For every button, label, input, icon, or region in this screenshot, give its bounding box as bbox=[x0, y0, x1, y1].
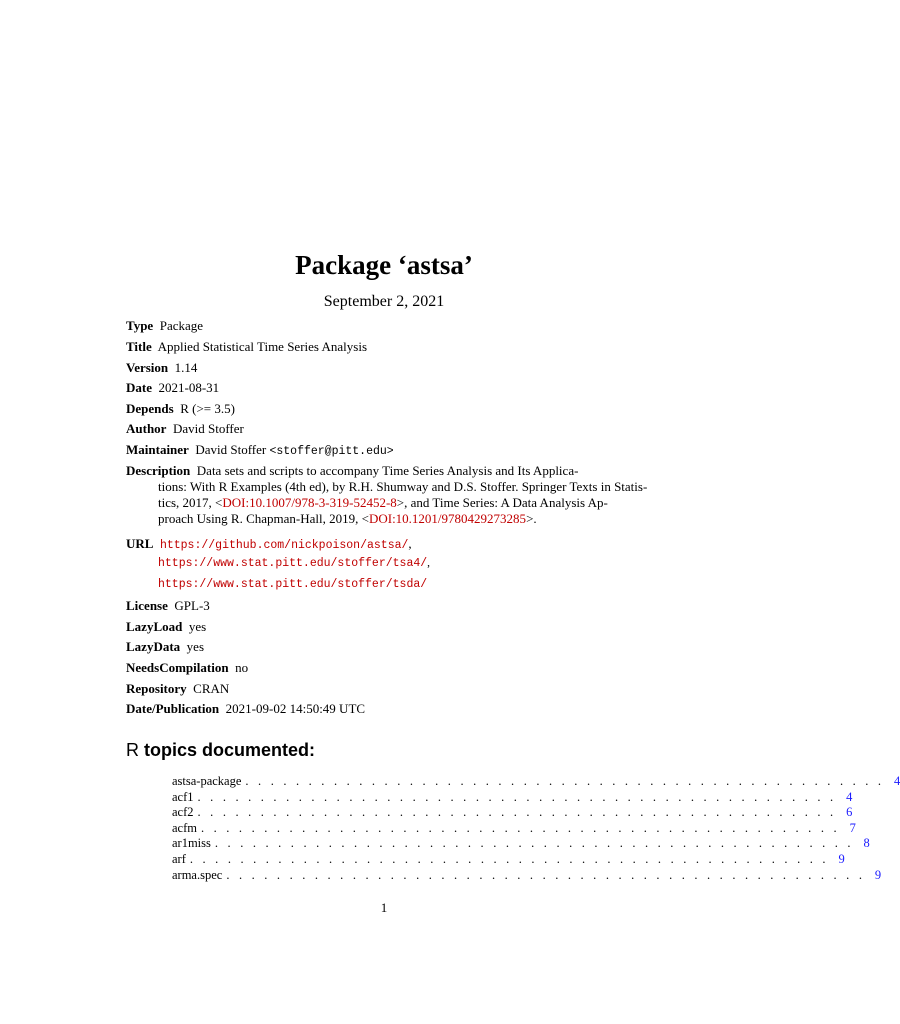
field-label: Depends bbox=[126, 401, 174, 416]
field-label: Type bbox=[126, 318, 154, 333]
table-of-contents bbox=[172, 774, 900, 883]
text-span: proach Using R. Chapman-Hall, 2019, < bbox=[158, 511, 369, 526]
maintainer-email: <stoffer@pitt.edu> bbox=[269, 445, 394, 458]
doi-link[interactable]: DOI:10.1201/9780429273285 bbox=[368, 511, 527, 526]
field-value: David Stoffer bbox=[172, 421, 244, 436]
field-label: Repository bbox=[126, 681, 187, 696]
field-repository bbox=[126, 681, 229, 697]
toc-name[interactable]: acf2 bbox=[172, 805, 194, 820]
field-type bbox=[126, 318, 203, 334]
field-value: David Stoffer bbox=[195, 442, 267, 457]
url-line bbox=[158, 578, 427, 591]
field-label: Maintainer bbox=[126, 442, 189, 457]
field-value: CRAN bbox=[193, 681, 230, 696]
toc-entry[interactable] bbox=[172, 774, 900, 790]
url-link[interactable]: https://www.stat.pitt.edu/stoffer/tsda/ bbox=[158, 578, 428, 591]
toc-page[interactable]: 4 bbox=[893, 774, 900, 788]
field-label: Author bbox=[126, 421, 167, 436]
toc-page[interactable]: 6 bbox=[846, 805, 853, 820]
field-label: Version bbox=[126, 360, 169, 375]
doi-link[interactable]: DOI:10.1007/978-3-319-52452-8 bbox=[222, 495, 397, 510]
toc-entry[interactable] bbox=[172, 820, 856, 837]
field-author bbox=[126, 421, 244, 437]
toc-leader: . . . . . . . . . . . . . . . . . . . . . . . . . . . . . . . . . . . . . . . . . . . . . . . . . . . bbox=[245, 774, 885, 788]
toc-leader: . . . . . . . . . . . . . . . . . . . . . . . . . . . . . . . . . . . . . . . . . . . . . . . . . . . bbox=[197, 805, 837, 820]
field-label: Date bbox=[126, 380, 152, 395]
field-publication bbox=[126, 701, 365, 717]
field-label: License bbox=[126, 598, 168, 613]
field-depends bbox=[126, 401, 235, 417]
field-maintainer bbox=[126, 442, 394, 460]
toc-leader: . . . . . . . . . . . . . . . . . . . . . . . . . . . . . . . . . . . . . . . . . . . . . . . . . . . bbox=[189, 851, 829, 866]
toc-leader: . . . . . . . . . . . . . . . . . . . . . . . . . . . . . . . . . . . . . . . . . . . . . . . . . . . bbox=[214, 836, 854, 851]
comma: , bbox=[427, 557, 431, 569]
field-url bbox=[126, 536, 412, 554]
toc-entry[interactable] bbox=[172, 851, 845, 868]
toc-page[interactable]: 7 bbox=[849, 820, 856, 835]
toc-page[interactable]: 4 bbox=[846, 789, 853, 804]
toc-page[interactable]: 8 bbox=[863, 836, 870, 851]
toc-name[interactable]: astsa-package bbox=[172, 774, 242, 788]
toc-entry[interactable] bbox=[172, 836, 870, 852]
description-line bbox=[126, 511, 636, 527]
package-title: Package ‘astsa’ bbox=[295, 250, 473, 280]
toc-name[interactable]: arf bbox=[172, 851, 186, 866]
field-label: Title bbox=[126, 339, 152, 354]
field-label: Date/Publication bbox=[126, 701, 220, 716]
field-label: URL bbox=[126, 536, 154, 551]
field-value: 2021-09-02 14:50:49 UTC bbox=[225, 701, 366, 716]
text-span: >. bbox=[526, 511, 537, 526]
toc-leader: . . . . . . . . . . . . . . . . . . . . . . . . . . . . . . . . . . . . . . . . . . . . . . . . . . . bbox=[197, 789, 837, 804]
field-needscompilation bbox=[126, 660, 248, 676]
toc-leader: . . . . . . . . . . . . . . . . . . . . . . . . . . . . . . . . . . . . . . . . . . . . . . . . . . . bbox=[200, 820, 840, 835]
field-description bbox=[126, 463, 648, 527]
toc-entry[interactable] bbox=[172, 805, 853, 821]
r-letter: R bbox=[126, 740, 139, 760]
toc-page[interactable]: 9 bbox=[874, 867, 882, 882]
field-value: GPL-3 bbox=[174, 598, 210, 613]
text-span: tics, 2017, < bbox=[158, 495, 223, 510]
description-line: Data sets and scripts to accompany Time Series Analysis and Its Applica- bbox=[196, 463, 579, 478]
url-link[interactable]: https://www.stat.pitt.edu/stoffer/tsa4/ bbox=[158, 557, 428, 570]
toc-entry[interactable] bbox=[172, 867, 882, 884]
package-date: September 2, 2021 bbox=[323, 293, 445, 310]
section-title: topics documented: bbox=[144, 740, 316, 760]
field-label: LazyLoad bbox=[126, 619, 183, 634]
url-link[interactable]: https://github.com/nickpoison/astsa/ bbox=[159, 539, 409, 552]
field-lazydata bbox=[126, 639, 204, 655]
field-label: NeedsCompilation bbox=[126, 660, 229, 675]
field-lazyload bbox=[126, 619, 206, 635]
comma: , bbox=[408, 536, 412, 551]
toc-leader: . . . . . . . . . . . . . . . . . . . . . . . . . . . . . . . . . . . . . . . . . . . . . . . . . . . bbox=[226, 867, 866, 882]
field-title bbox=[126, 339, 367, 355]
toc-name[interactable]: acf1 bbox=[172, 789, 194, 804]
toc-name[interactable]: acfm bbox=[172, 820, 197, 835]
field-value: 2021-08-31 bbox=[158, 380, 220, 395]
field-label: LazyData bbox=[126, 639, 181, 654]
toc-page[interactable]: 9 bbox=[838, 851, 845, 866]
field-value: 1.14 bbox=[174, 360, 198, 375]
field-value: no bbox=[235, 660, 249, 675]
description-line bbox=[126, 495, 636, 511]
page-number: 1 bbox=[380, 900, 388, 915]
toc-name[interactable]: ar1miss bbox=[172, 836, 211, 851]
toc-entry[interactable] bbox=[172, 789, 853, 806]
field-label: Description bbox=[126, 463, 191, 478]
field-value: Applied Statistical Time Series Analysis bbox=[157, 339, 368, 354]
toc-name[interactable]: arma.spec bbox=[172, 867, 223, 882]
url-line bbox=[158, 557, 430, 570]
description-line: tions: With R Examples (4th ed), by R.H. Shumway and D.S. Stoffer. Springer Texts in Statis- bbox=[158, 479, 648, 494]
field-value: yes bbox=[188, 619, 207, 634]
field-date bbox=[126, 380, 219, 396]
field-license bbox=[126, 598, 210, 614]
field-value: yes bbox=[186, 639, 205, 654]
field-value: R (>= 3.5) bbox=[180, 401, 235, 416]
field-value: Package bbox=[159, 318, 204, 333]
field-version bbox=[126, 360, 197, 376]
text-span: >, and Time Series: A Data Analysis Ap- bbox=[396, 495, 608, 510]
section-heading bbox=[126, 740, 315, 761]
